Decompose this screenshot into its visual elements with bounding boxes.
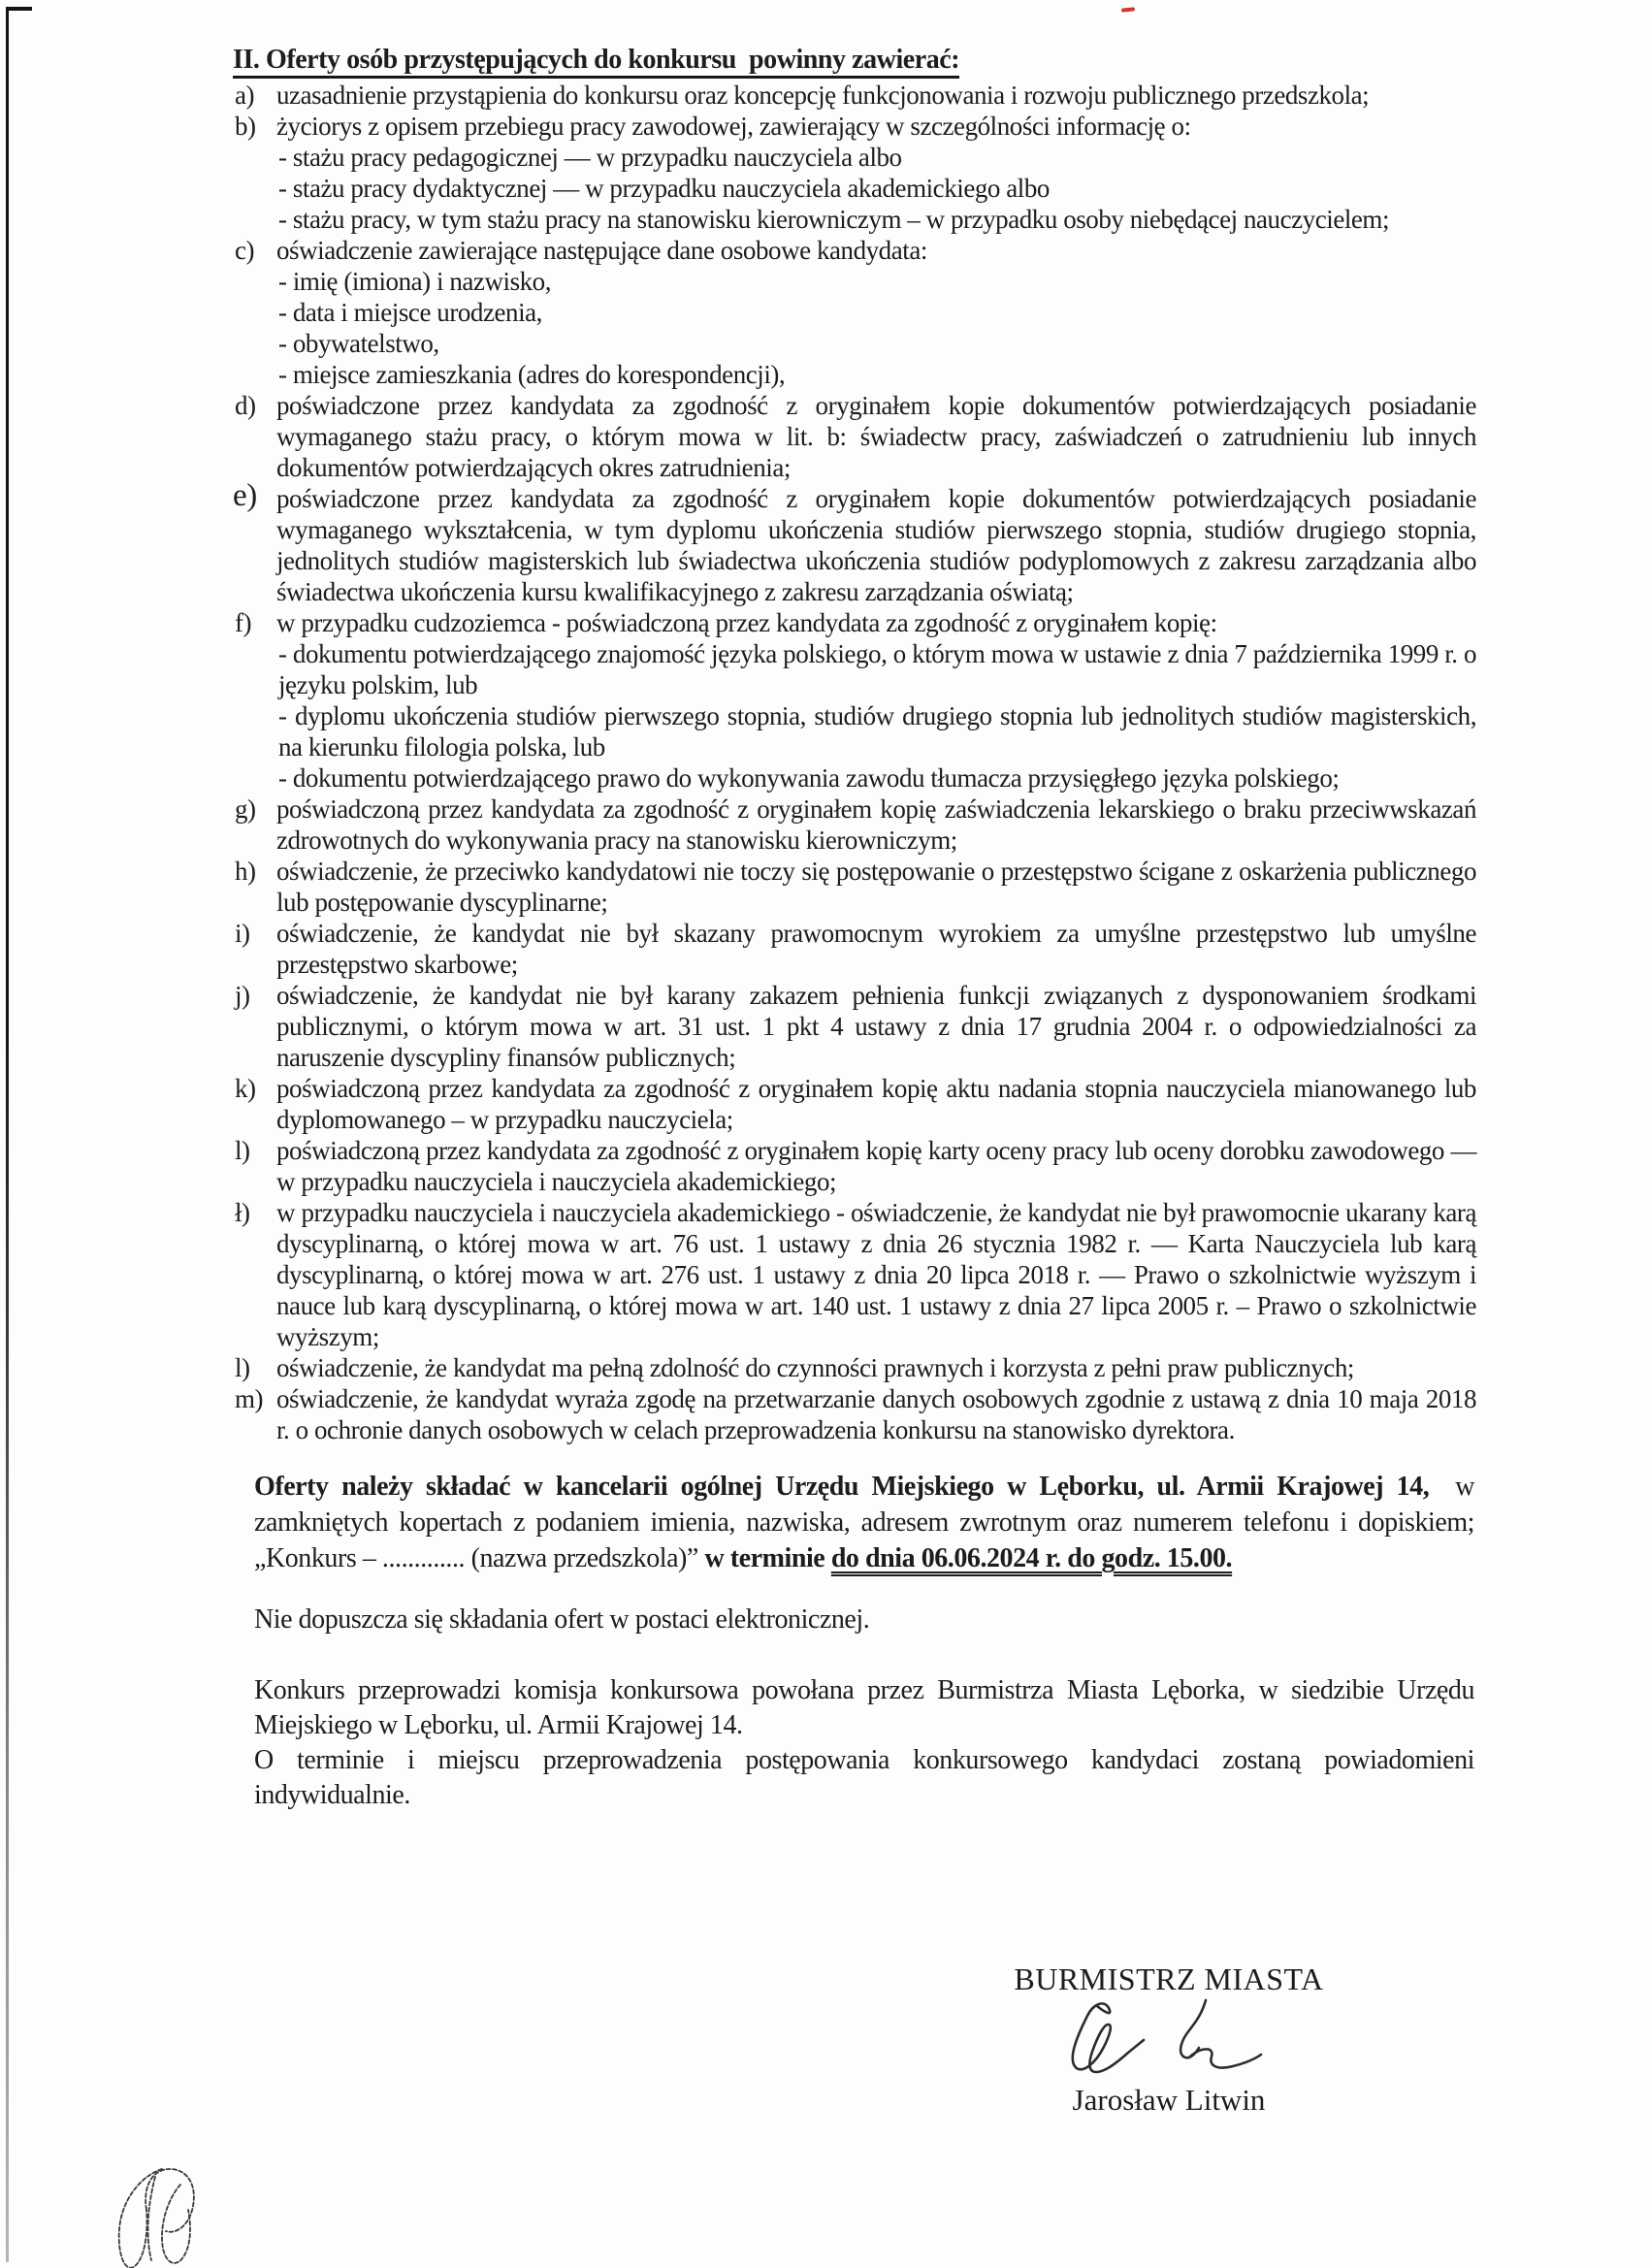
list-item-text: uzasadnienie przystąpienia do konkursu oraz koncepcję funkcjonowania i rozwoju publicznego przedszkola; — [276, 81, 1370, 110]
list-item — [233, 1383, 1476, 1445]
list-item-label: f) — [235, 608, 252, 637]
list-subitem: - dokumentu potwierdzającego prawo do wykonywania zawodu tłumacza przysięgłego języka polskiego; — [278, 763, 1340, 793]
list-item-text: poświadczone przez kandydata za zgodność z oryginałem kopie dokumentów potwierdzających posiadanie wymaganego stażu pracy, o którym mowa w lit. b: świadectw pracy, zaświadczeń o zatrudnieniu lub innych dokumentów potwierdzających okres zatrudnienia; — [276, 391, 1476, 482]
text-run: w terminie — [704, 1543, 831, 1573]
list-item — [233, 1197, 1476, 1352]
list-item-text: oświadczenie, że kandydat ma pełną zdolność do czynności prawnych i korzysta z pełni praw publicznych; — [276, 1353, 1354, 1382]
no-electronic-note: Nie dopuszcza się składania ofert w postaci elektronicznej. — [254, 1604, 870, 1635]
requirements-list — [233, 80, 1476, 1445]
left-edge-scan-tick — [6, 7, 32, 11]
list-subitem: - dyplomu ukończenia studiów pierwszego stopnia, studiów drugiego stopnia lub jednolitych studiów magisterskich, na kierunku filologia polska, lub — [278, 701, 1476, 761]
signature-title: BURMISTRZ MIASTA — [1014, 1961, 1324, 1996]
initials-scribble-icon — [119, 2169, 194, 2268]
list-item-text: oświadczenie, że kandydat wyraża zgodę na przetwarzanie danych osobowych zgodnie z ustawą z dnia 10 maja 2018 r. o ochronie danych osobowych w celach przeprowadzenia konkursu na stanowisko dyrektora. — [276, 1384, 1476, 1444]
list-item-text: w przypadku cudzoziemca - poświadczoną przez kandydata za zgodność z oryginałem kopię: — [276, 608, 1217, 637]
submission-paragraph — [254, 1469, 1474, 1576]
list-item-label: g) — [235, 794, 256, 824]
text-run: w zamkniętych kopertach z podaniem imienia, nazwiska, adresem zwrotnym oraz numerem telefonu i dopiskiem; „Konkurs – ............. (nazwa przedszkola)” — [254, 1472, 1475, 1573]
list-item-label: k) — [235, 1074, 256, 1103]
list-item-label: c) — [235, 236, 255, 265]
list-item — [233, 1135, 1476, 1197]
list-item-text: w przypadku nauczyciela i nauczyciela akademickiego - oświadczenie, że kandydat nie był prawomocnie ukarany karą dyscyplinarną, o której mowa w art. 76 ust. 1 ustawy z dnia 26 stycznia 1982 r. — Karta Nauczyciela lub karą dyscyplinarną, o której mowa w art. 276 ust. 1 ustawy z dnia 20 lipca 2018 r. — Prawo o szkolnictwie wyższym i nauce lub karą dyscyplinarną, o której mowa w art. 140 ust. 1 ustawy z dnia 27 lipca 2005 r. – Prawo o szkolnictwie wyższym; — [276, 1198, 1476, 1351]
requirements-heading-text: II. Oferty osób przystępujących do konkursu powinny zawierać: — [233, 45, 959, 79]
text-run: do dnia 06.06.2024 r. do godz. 15.00. — [830, 1543, 1233, 1573]
list-subitem: - data i miejsce urodzenia, — [278, 298, 542, 327]
list-item-label: e) — [233, 478, 257, 513]
red-pen-mark — [1121, 7, 1135, 12]
list-item — [233, 390, 1476, 483]
signature-name: Jarosław Litwin — [1072, 2083, 1266, 2117]
list-subitem: - stażu pracy, w tym stażu pracy na stanowisku kierowniczym – w przypadku osoby niebędącej nauczycielem; — [278, 205, 1390, 234]
left-edge-scan-line — [6, 7, 9, 2262]
list-item-label: l) — [235, 1353, 250, 1382]
list-item — [233, 980, 1476, 1073]
list-item — [233, 111, 1476, 142]
list-item — [233, 856, 1476, 918]
signature-block — [989, 1961, 1348, 2118]
list-item-text: życiorys z opisem przebiegu pracy zawodowej, zawierający w szczególności informację o: — [276, 112, 1191, 141]
list-item-label: h) — [235, 857, 256, 886]
list-item-label: d) — [235, 391, 256, 420]
text-run: Oferty należy składać w kancelarii ogólnej Urzędu Miejskiego w Lęborku, ul. Armii Krajowej 14, — [254, 1472, 1430, 1502]
committee-line-1: Konkurs przeprowadzi komisja konkursowa powołana przez Burmistrza Miasta Lęborka, w siedzibie Urzędu Miejskiego w Lęborku, ul. Armii Krajowej 14. — [254, 1675, 1474, 1740]
list-item-text: oświadczenie, że kandydat nie był skazany prawomocnym wyrokiem za umyślne przestępstwo lub umyślne przestępstwo skarbowe; — [276, 919, 1476, 979]
list-item — [233, 80, 1476, 111]
list-item-label: j) — [235, 981, 250, 1010]
list-item — [233, 918, 1476, 980]
list-subitem: - stażu pracy pedagogicznej — w przypadku nauczyciela albo — [278, 143, 902, 172]
list-item — [233, 607, 1476, 638]
list-item-label: b) — [235, 112, 256, 141]
list-subitem: - obywatelstwo, — [278, 329, 439, 358]
list-item — [233, 794, 1476, 856]
list-item-text: poświadczoną przez kandydata za zgodność z oryginałem kopię zaświadczenia lekarskiego o braku przeciwwskazań zdrowotnych do wykonywania pracy na stanowisku kierowniczym; — [276, 794, 1476, 855]
list-subitem: - stażu pracy dydaktycznej — w przypadku nauczyciela akademickiego albo — [278, 174, 1050, 203]
lower-section — [254, 1469, 1474, 1813]
list-item-text: oświadczenie, że przeciwko kandydatowi nie toczy się postępowanie o przestępstwo ścigane z oskarżenia publicznego lub postępowanie dyscyplinarne; — [276, 857, 1476, 917]
list-item — [233, 478, 1476, 607]
list-item-text: oświadczenie, że kandydat nie był karany zakazem pełnienia funkcji związanych z dysponowaniem środkami publicznymi, o którym mowa w art. 31 ust. 1 pkt 4 ustawy z dnia 17 grudnia 2004 r. o odpowiedzialności za naruszenie dyscypliny finansów publicznych; — [276, 981, 1476, 1072]
committee-paragraph — [254, 1673, 1474, 1813]
signature-space — [989, 1997, 1348, 2083]
list-item-text: poświadczoną przez kandydata za zgodność z oryginałem kopię aktu nadania stopnia nauczyciela mianowanego lub dyplomowanego – w przypadku nauczyciela; — [276, 1074, 1476, 1134]
list-item-label: i) — [235, 919, 250, 948]
list-item — [233, 1352, 1476, 1383]
document-body — [233, 45, 1476, 1840]
requirements-heading — [233, 45, 1476, 76]
list-item-label: l) — [235, 1136, 250, 1165]
list-item-text: oświadczenie zawierające następujące dane osobowe kandydata: — [276, 236, 927, 265]
list-item-label: m) — [235, 1384, 264, 1413]
list-item-text: poświadczoną przez kandydata za zgodność z oryginałem kopię karty oceny pracy lub oceny dorobku zawodowego — w przypadku nauczyciela i nauczyciela akademickiego; — [276, 1136, 1476, 1196]
list-item — [233, 235, 1476, 266]
list-item-label: a) — [235, 81, 255, 110]
list-item-label: ł) — [235, 1198, 250, 1227]
committee-line-2: O terminie i miejscu przeprowadzenia postępowania konkursowego kandydaci zostaną powiadomieni indywidualnie. — [254, 1745, 1474, 1810]
list-subitem: - imię (imiona) i nazwisko, — [278, 267, 552, 296]
list-subitem: - miejsce zamieszkania (adres do korespondencji), — [278, 360, 786, 389]
list-subitem: - dokumentu potwierdzającego znajomość języka polskiego, o którym mowa w ustawie z dnia 7 października 1999 r. o języku polskim, lub — [278, 639, 1476, 699]
list-item-text: poświadczone przez kandydata za zgodność z oryginałem kopie dokumentów potwierdzających posiadanie wymaganego wykształcenia, w tym dyplomu ukończenia studiów pierwszego stopnia, studiów drugiego stopnia, jednolitych studiów magisterskich lub świadectwa ukończenia studiów podyplomowych z zakresu zarządzania albo świadectwa ukończenia kursu kwalifikacyjnego z zakresu zarządzania oświatą; — [276, 484, 1476, 606]
list-item — [233, 1073, 1476, 1135]
